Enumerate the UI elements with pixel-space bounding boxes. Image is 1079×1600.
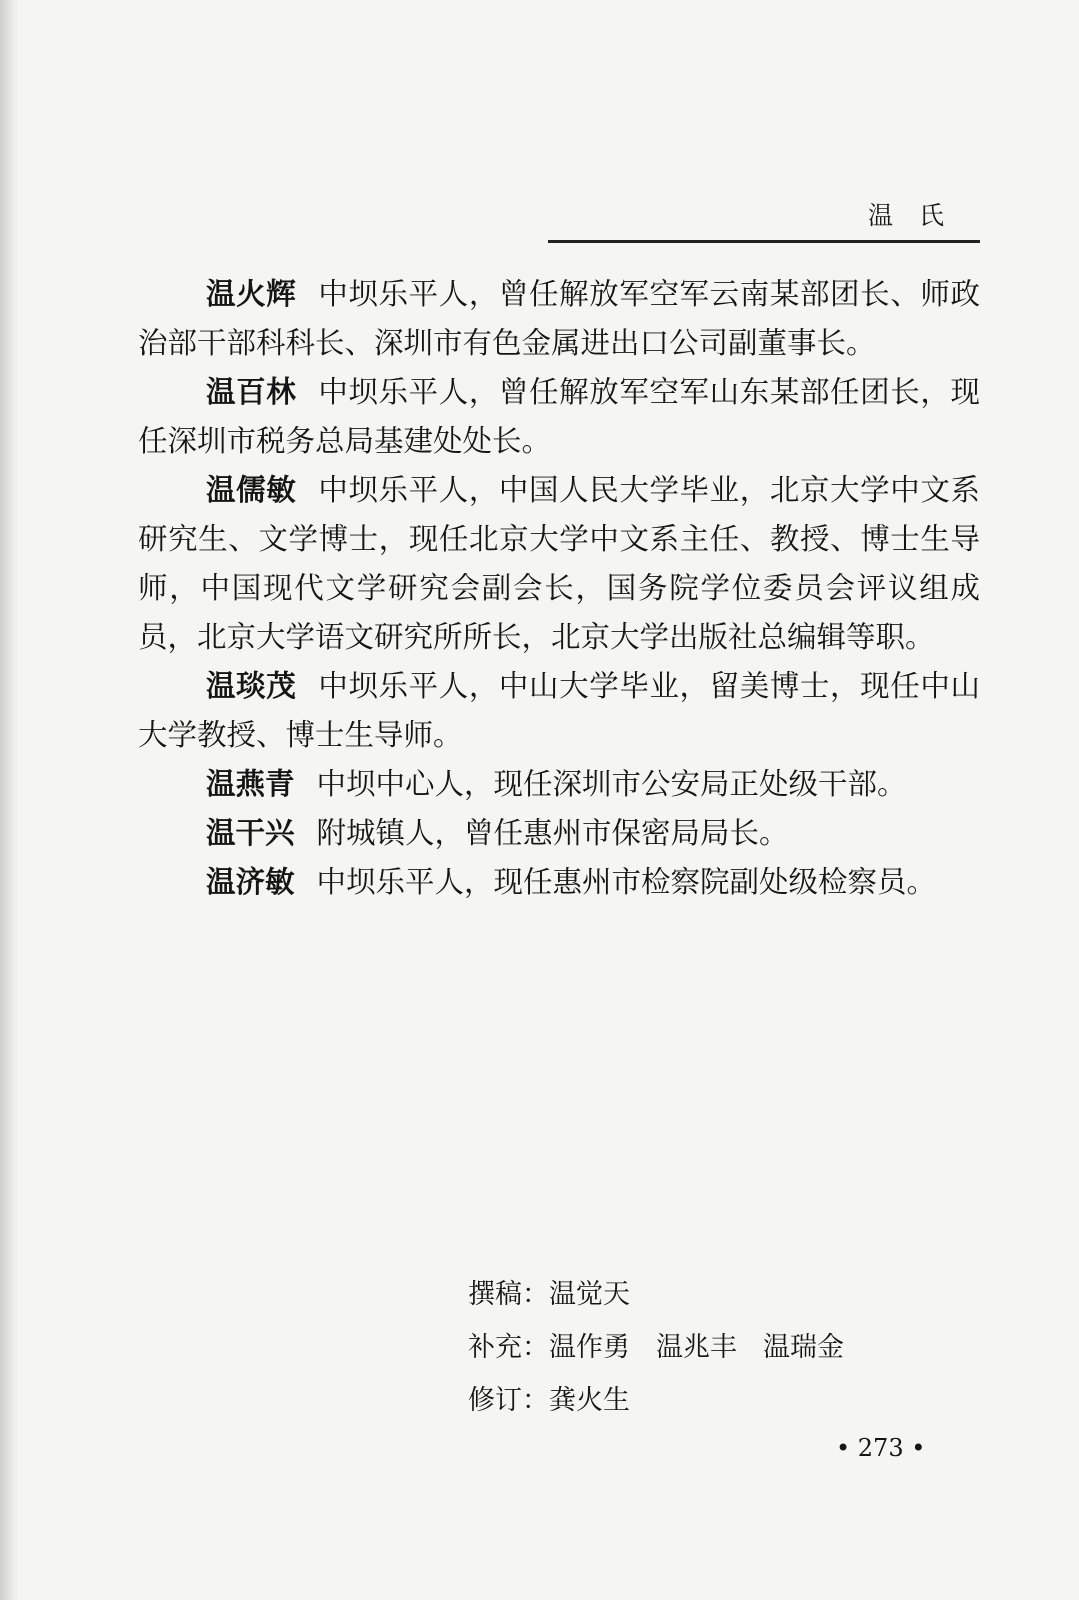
entry-text: 中坝乐平人，曾任解放军空军山东某部任团长，现任深圳市税务总局基建处处长。 (138, 375, 980, 458)
biography-entry (138, 809, 980, 858)
entry-text: 中坝乐平人，现任惠州市检察院副处级检察员。 (316, 865, 937, 899)
credit-supplement-name: 温兆丰 (656, 1332, 737, 1363)
person-name: 温燕青 (206, 767, 295, 801)
person-name: 温干兴 (206, 816, 295, 850)
biography-entry (138, 466, 980, 662)
biography-entry (138, 760, 980, 809)
credit-written (468, 1268, 870, 1321)
credit-written-label: 撰稿： (468, 1279, 549, 1310)
person-name: 温济敏 (206, 865, 295, 899)
credit-written-name: 温觉天 (549, 1279, 630, 1310)
header-rule (548, 240, 980, 243)
credits-block (468, 1268, 870, 1427)
page-number: • 273 • (836, 1434, 926, 1462)
biography-entry (138, 662, 980, 760)
credit-supplement-name: 温瑞金 (763, 1332, 844, 1363)
credit-supplement-label: 补充： (468, 1332, 549, 1363)
running-head: 温氏 (868, 201, 971, 230)
entry-text: 附城镇人，曾任惠州市保密局局长。 (316, 816, 789, 850)
biography-entry (138, 368, 980, 466)
entry-text: 中坝乐平人，曾任解放军空军云南某部团长、师政治部干部科科长、深圳市有色金属进出口公司副董事长。 (138, 277, 980, 360)
person-name: 温火辉 (206, 277, 297, 311)
page-edge-shadow (0, 0, 18, 1600)
biography-entry (138, 858, 980, 907)
biography-list (138, 270, 980, 907)
credit-supplement (468, 1321, 870, 1374)
person-name: 温儒敏 (206, 473, 297, 507)
credit-supplement-name: 温作勇 (549, 1332, 630, 1363)
credit-revised-label: 修订： (468, 1385, 549, 1416)
person-name: 温琰茂 (206, 669, 297, 703)
credit-revised-name: 龚火生 (549, 1385, 630, 1416)
biography-entry (138, 270, 980, 368)
entry-text: 中坝乐平人，中国人民大学毕业，北京大学中文系研究生、文学博士，现任北京大学中文系主任、教授、博士生导师，中国现代文学研究会副会长，国务院学位委员会评议组成员，北京大学语文研究所所长，北京大学出版社总编辑等职。 (138, 473, 980, 654)
entry-text: 中坝乐平人，中山大学毕业，留美博士，现任中山大学教授、博士生导师。 (138, 669, 980, 752)
entry-text: 中坝中心人，现任深圳市公安局正处级干部。 (316, 767, 907, 801)
person-name: 温百林 (206, 375, 297, 409)
credit-revised (468, 1374, 870, 1427)
